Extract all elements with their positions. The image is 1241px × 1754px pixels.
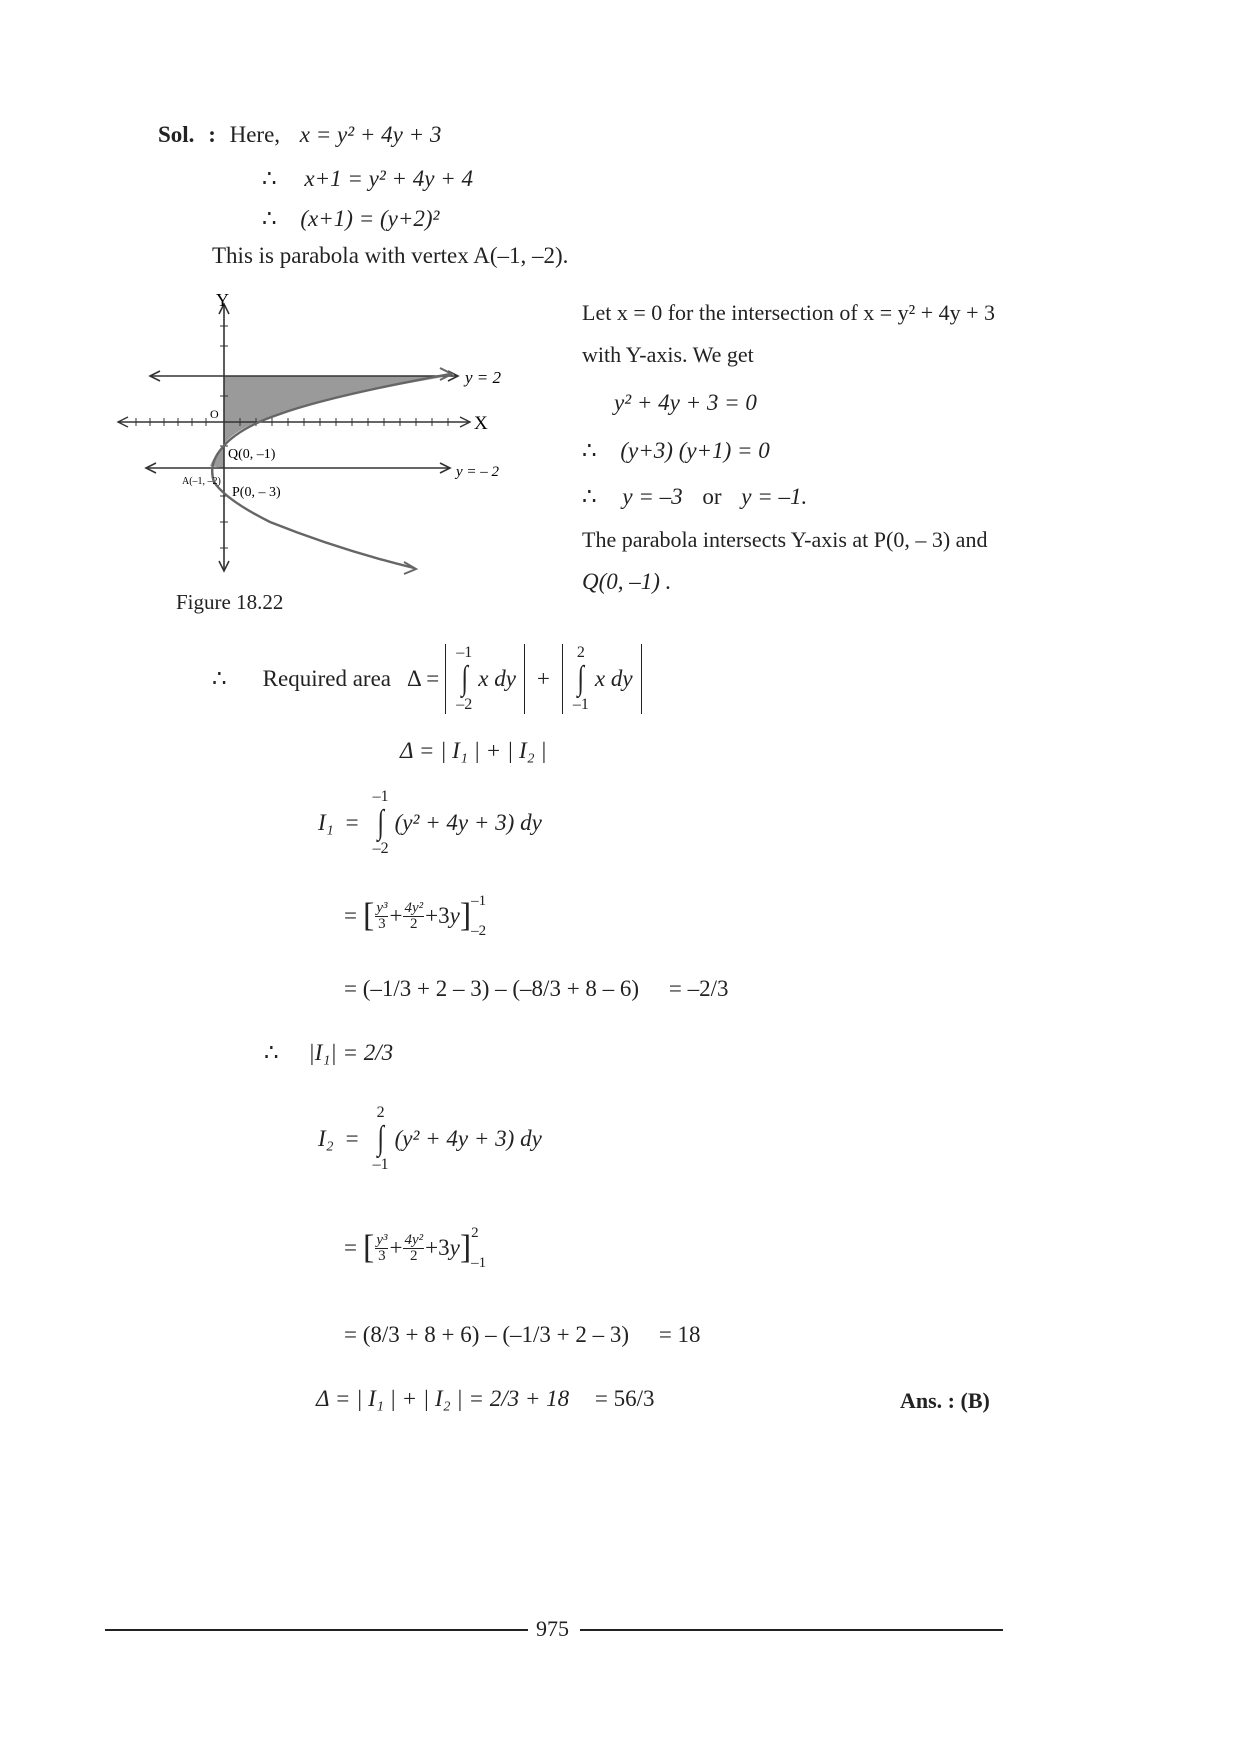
i1-integral: –1 ∫ –2 (372, 788, 389, 857)
required-area-label: Required area (262, 666, 391, 691)
i1-abs-row (264, 1040, 393, 1066)
i2-definition: I₂ = 2 ∫ –1 (y² + 4y + 3) dy (318, 1104, 542, 1173)
vertex-statement: This is parabola with vertex A(–1, –2). (212, 243, 569, 268)
root-2: y = –1. (741, 484, 808, 509)
final-result: = 56/3 (594, 1386, 655, 1411)
i2-lower: –1 (372, 1156, 389, 1173)
integral-1: –1 ∫ –2 (456, 644, 473, 713)
therefore-symbol: ∴ (262, 166, 277, 191)
sol-colon: : (208, 122, 216, 147)
point-a-label: A(–1, –2) (182, 476, 221, 487)
point-p-label: P(0, – 3) (232, 485, 281, 500)
sol-label: Sol. (158, 122, 195, 147)
final-sum: Δ = | I₁ | + | I₂ | = 2/3 + 18 (316, 1386, 570, 1411)
abs-integral-2 (562, 644, 642, 714)
right-para-3: The parabola intersects Y-axis at P(0, – 3) and (582, 527, 988, 552)
therefore-symbol: ∴ (582, 484, 597, 509)
origin-label: O (210, 407, 219, 421)
roots-row (582, 484, 807, 510)
label-y-minus-2: y = – 2 (456, 464, 500, 480)
integral-2-upper: 2 (576, 644, 585, 661)
i1-bracket-lower: –2 (471, 923, 487, 939)
therefore-symbol: ∴ (582, 438, 597, 463)
footer-rule-right (580, 1629, 1003, 1631)
i1-upper: –1 (372, 788, 389, 805)
answer-label: Ans. : (B) (900, 1388, 990, 1413)
factor-row (582, 438, 770, 464)
footer-rule-left (105, 1629, 528, 1631)
root-1: y = –3 (622, 484, 683, 509)
i1-lower: –2 (372, 840, 389, 857)
integral-2: 2 ∫ –1 (572, 644, 589, 713)
i1-result: = –2/3 (668, 976, 729, 1001)
abs-integral-1 (445, 644, 525, 714)
i2-result: = 18 (658, 1322, 701, 1347)
equation-line2: x+1 = y² + 4y + 4 (304, 166, 473, 191)
solution-header (158, 122, 441, 148)
i2-antiderivative: = [ $\frac{\text{y³}}{3}$ + $\frac{\text{4y²}}{2}$ +3y ] 2 –1 (344, 1218, 486, 1278)
therefore-symbol: ∴ (264, 1040, 279, 1065)
delta-equals: Δ = (406, 666, 440, 691)
i2-integral: 2 ∫ –1 (372, 1104, 389, 1173)
therefore-symbol: ∴ (262, 206, 277, 231)
i2-bracket-upper: 2 (471, 1225, 479, 1241)
equation-row3 (262, 206, 439, 232)
i1-label: I₁ (318, 810, 334, 835)
right-para-4: Q(0, –1) . (582, 569, 672, 594)
i1-abs-value: |I₁| = 2/3 (308, 1040, 394, 1065)
label-y-2: y = 2 (465, 368, 502, 387)
or-word: or (702, 484, 722, 509)
quadratic-equation: y² + 4y + 3 = 0 (614, 390, 757, 415)
therefore-symbol: ∴ (212, 666, 227, 691)
i2-upper: 2 (376, 1104, 385, 1121)
i1-step3: = (–1/3 + 2 – 3) – (–8/3 + 8 – 6) (344, 976, 640, 1001)
i2-integrand: (y² + 4y + 3) dy (394, 1126, 542, 1151)
integrand-2: x dy (594, 666, 633, 691)
equation-row2 (262, 166, 473, 192)
y-axis-label: Y (216, 290, 229, 310)
i1-integrand: (y² + 4y + 3) dy (394, 810, 542, 835)
final-area-row (316, 1386, 655, 1412)
x-axis-label: X (474, 413, 488, 434)
point-q-label: Q(0, –1) (228, 447, 276, 462)
right-para-2: with Y-axis. We get (582, 342, 754, 367)
i1-definition: I₁ = –1 ∫ –2 (y² + 4y + 3) dy (318, 788, 542, 857)
parabola-figure (110, 286, 530, 586)
required-area-row (212, 644, 642, 714)
factored-equation: (y+3) (y+1) = 0 (620, 438, 770, 463)
integral-2-lower: –1 (572, 696, 589, 713)
i2-step3: = (8/3 + 8 + 6) – (–1/3 + 2 – 3) (344, 1322, 630, 1347)
equation-line3: (x+1) = (y+2)² (300, 206, 440, 231)
integral-1-lower: –2 (456, 696, 473, 713)
integral-1-upper: –1 (456, 644, 473, 661)
i2-evaluation (344, 1322, 701, 1348)
delta-sum: Δ = | I₁ | + | I₂ | (400, 738, 547, 763)
equation-line1: x = y² + 4y + 3 (299, 122, 442, 147)
integrand-1: x dy (478, 666, 516, 691)
figure-caption: Figure 18.22 (176, 590, 284, 614)
i1-antiderivative: = [ $\frac{\text{y³}}{3}$ + $\frac{\text{4y²}}{2}$ +3y ] –1 –2 (344, 886, 486, 946)
i1-evaluation (344, 976, 728, 1002)
i2-bracket-lower: –1 (471, 1255, 487, 1271)
here-word: Here, (229, 122, 281, 147)
page-number: 975 (536, 1616, 569, 1641)
plus-sign: + (536, 666, 550, 691)
right-para-1: Let x = 0 for the intersection of x = y² + 4y + 3 (582, 300, 996, 325)
i1-bracket-upper: –1 (471, 893, 487, 909)
i2-label: I₂ (318, 1126, 334, 1151)
